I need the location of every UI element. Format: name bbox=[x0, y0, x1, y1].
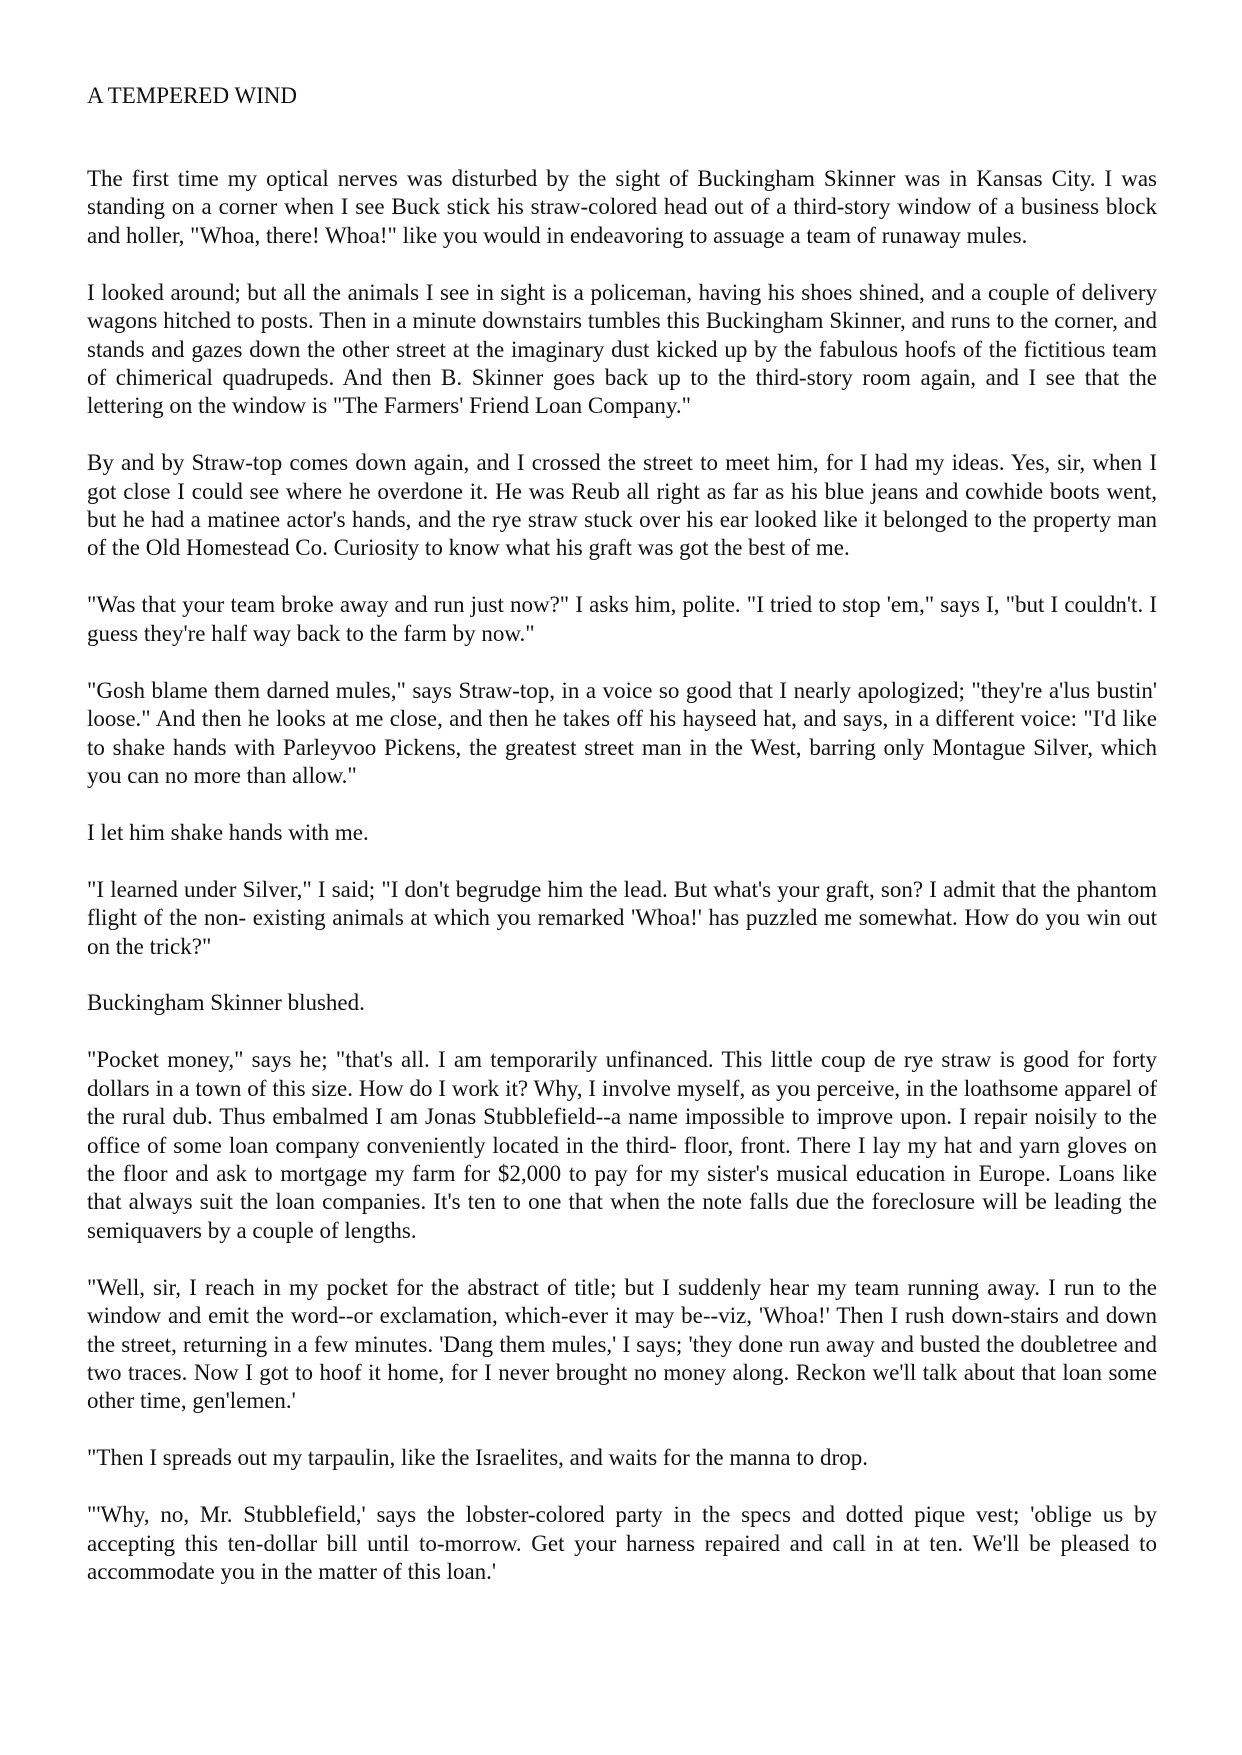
page-title: A TEMPERED WIND bbox=[87, 83, 297, 108]
paragraph: By and by Straw-top comes down again, and I crossed the street to meet him, for I had my ideas. Yes, sir, when I got close I could see where he overdone it. He was Reub all right as far as his blue jeans and cowhide boots went, but he had a matinee actor's hands, and the rye straw stuck over his ear looked like it belonged to the property man of the Old Homestead Co. Curiosity to know what his graft was got the best of me. bbox=[87, 450, 1157, 561]
paragraph: "I learned under Silver," I said; "I don't begrudge him the lead. But what's your graft, son? I admit that the phantom flight of the non- existing animals at which you remarked 'Whoa!' has puzzled me somewhat. How do you win out on the trick?" bbox=[87, 876, 1157, 959]
paragraph: "Well, sir, I reach in my pocket for the abstract of title; but I suddenly hear my team running away. I run to the window and emit the word--or exclamation, which-ever it may be--viz, 'Whoa!' Then I rush down-stairs and down the street, returning in a few minutes. 'Dang them mules,' I says; 'they done run away and busted the doubletree and two traces. Now I got to hoof it home, for I never brought no money along. Reckon we'll talk about that loan some other time, gen'lemen.' bbox=[87, 1274, 1157, 1414]
paragraph: The first time my optical nerves was disturbed by the sight of Buckingham Skinner was in Kansas City. I was standing on a corner when I see Buck stick his straw-colored head out of a third-story window of a business block and holler, "Whoa, there! Whoa!" like you would in endeavoring to assuage a team of runaway mules. bbox=[87, 166, 1157, 248]
paragraph: Buckingham Skinner blushed. bbox=[87, 990, 365, 1016]
paragraph: "Pocket money," says he; "that's all. I am temporarily unfinanced. This little coup de rye straw is good for forty dollars in a town of this size. How do I work it? Why, I involve myself, as you perceive, in the loathsome apparel of the rural dub. Thus embalmed I am Jonas Stubblefield--a name impossible to improve upon. I repair noisily to the office of some loan company conveniently located in the third- floor, front. There I lay my hat and yarn gloves on the floor and ask to mortgage my farm for $2,000 to pay for my sister's musical education in Europe. Loans like that always suit the loan companies. It's ten to one that when the note falls due the foreclosure will be leading the semiquavers by a couple of lengths. bbox=[87, 1047, 1157, 1243]
paragraph: "'Why, no, Mr. Stubblefield,' says the lobster-colored party in the specs and dotted pique vest; 'oblige us by accepting this ten-dollar bill until to-morrow. Get your harness repaired and call in at ten. We'll be pleased to accommodate you in the matter of this loan.' bbox=[87, 1502, 1157, 1584]
paragraph: "Gosh blame them darned mules," says Straw-top, in a voice so good that I nearly apologized; "they're a'lus bustin' loose." And then he looks at me close, and then he takes off his hayseed hat, and says, in a different voice: "I'd like to shake hands with Parleyvoo Pickens, the greatest street man in the West, barring only Montague Silver, which you can no more than allow." bbox=[87, 677, 1157, 788]
paragraph: "Then I spreads out my tarpaulin, like the Israelites, and waits for the manna to drop. bbox=[87, 1445, 868, 1471]
paragraph: I looked around; but all the animals I see in sight is a policeman, having his shoes shined, and a couple of delivery wagons hitched to posts. Then in a minute downstairs tumbles this Buckingham Skinner, and runs to the corner, and stands and gazes down the other street at the imaginary dust kicked up by the fabulous hoofs of the fictitious team of chimerical quadrupeds. And then B. Skinner goes back up to the third-story room again, and I see that the lettering on the window is "The Farmers' Friend Loan Company." bbox=[87, 279, 1157, 419]
paragraph: I let him shake hands with me. bbox=[87, 819, 369, 845]
paragraph: "Was that your team broke away and run just now?" I asks him, polite. "I tried to stop 'em," says I, "but I couldn't. I guess they're half way back to the farm by now." bbox=[87, 592, 1157, 646]
document-page bbox=[87, 82, 1157, 1615]
